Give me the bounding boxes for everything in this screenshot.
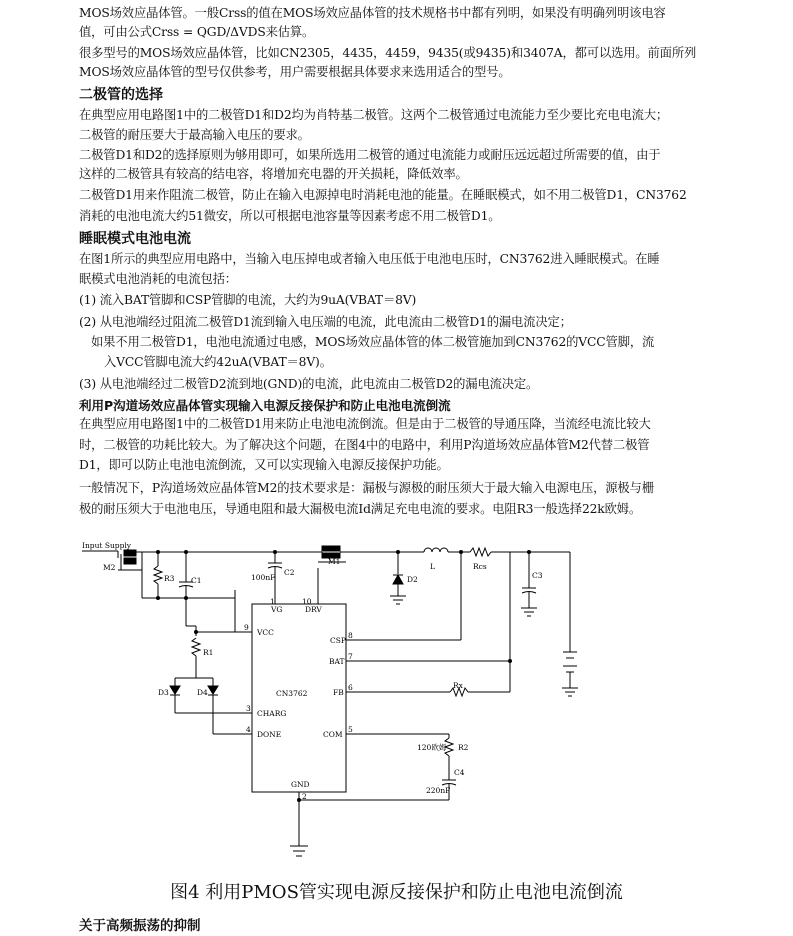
label-r2: R2 [458, 743, 469, 752]
pin-number: 7 [348, 652, 353, 661]
paragraph-line: 值，可由公式Crss = QGD/ΔVDS来估算。 [79, 25, 315, 39]
heading-pmos-protection: 利用P沟道场效应晶体管实现输入电源反接保护和防止电池电流倒流 [79, 398, 451, 413]
pin-label: VCC [257, 628, 274, 637]
label-rcs: Rcs [473, 562, 487, 571]
label-d2: D2 [407, 575, 418, 584]
pin-number: 9 [244, 623, 249, 632]
list-item: (1) 流入BAT管脚和CSP管脚的电流，大约为9uA(VBAT＝8V) [79, 293, 417, 307]
pin-number: 8 [348, 631, 353, 640]
list-item-continuation: 如果不用二极管D1，电池电流通过电感，MOS场效应晶体管的体二极管施加到CN3762的VCC管脚，流 [91, 335, 655, 349]
list-item-continuation: 入VCC管脚电流大约42uA(VBAT＝8V)。 [104, 355, 332, 369]
paragraph-line: 时，二极管的功耗比较大。为了解决这个问题，在图4中的电路中，利用P沟道场效应晶体管M2代替二极管 [79, 438, 650, 452]
label-chip: CN3762 [276, 689, 308, 698]
label-r3: R3 [164, 574, 175, 583]
pin-label: GND [291, 780, 310, 789]
paragraph-line: MOS场效应晶体管的型号仅供参考，用户需要根据具体要求来选用适合的型号。 [79, 65, 511, 79]
pin-label: FB [333, 688, 344, 697]
label-d3: D3 [158, 688, 169, 697]
heading-oscillation: 关于高频振荡的抑制 [79, 918, 201, 934]
figure-caption: 图4 利用PMOS管实现电源反接保护和防止电池电流倒流 [170, 882, 623, 903]
paragraph-line: 二极管的耐压要大于最高输入电压的要求。 [79, 128, 310, 142]
heading-diode-selection: 二极管的选择 [79, 87, 163, 103]
pin-number: 2 [302, 792, 307, 801]
pin-number: 4 [246, 725, 251, 734]
paragraph-line: 这样的二极管具有较高的结电容，将增加充电器的开关损耗，降低效率。 [79, 167, 468, 181]
label-r1: R1 [203, 648, 214, 657]
label-m1: M1 [328, 557, 341, 566]
label-c4: C4 [454, 768, 465, 777]
paragraph-line: 在典型应用电路图1中的二极管D1和D2均为肖特基二极管。这两个二极管通过电流能力至少要比充电电流大； [79, 108, 669, 122]
pin-number: 10 [302, 597, 312, 606]
label-c2-value: 100nF [251, 573, 276, 582]
pin-label: BAT [329, 657, 345, 666]
list-item: (2) 从电池端经过阻流二极管D1流到输入电压端的电流，此电流由二极管D1的漏电流决定； [79, 315, 572, 329]
label-d4: D4 [197, 688, 208, 697]
paragraph-line: 一般情况下，P沟道场效应晶体管M2的技术要求是：漏极与源极的耐压须大于最大输入电源电压，源极与栅 [79, 481, 654, 495]
pin-label: VG [271, 605, 283, 614]
paragraph-line: 极的耐压须大于电池电压，导通电阻和最大漏极电流Id满足充电电流的要求。电阻R3一般选择22k欧姆。 [79, 502, 642, 516]
label-c1: C1 [191, 576, 202, 585]
paragraph-line: D1，即可以防止电池电流倒流，又可以实现输入电源反接保护功能。 [79, 458, 449, 472]
list-item: (3) 从电池端经过二极管D2流到地(GND)的电流，此电流由二极管D2的漏电流决定。 [79, 377, 539, 391]
paragraph-line: 很多型号的MOS场效应晶体管，比如CN2305，4435，4459，9435(或9435)和3407A，都可以选用。前面所列 [79, 46, 697, 60]
label-c4-value: 220nF [426, 786, 451, 795]
pin-label: COM [323, 730, 343, 739]
pin-label: DRV [305, 605, 322, 614]
paragraph-line: 消耗的电池电流大约51微安，所以可根据电池容量等因素考虑不用二极管D1。 [79, 209, 501, 223]
paragraph-line: MOS场效应晶体管。一般Crss的值在MOS场效应晶体管的技术规格书中都有列明，如果没有明确列明该电容 [79, 6, 666, 20]
label-c3: C3 [532, 571, 543, 580]
label-input-supply: Input Supply [82, 541, 132, 550]
pin-number: 6 [348, 683, 353, 692]
label-r2-value: 120欧姆 [417, 743, 447, 752]
paragraph-line: 在典型应用电路图1中的二极管D1用来防止电池电流倒流。但是由于二极管的导通压降，当流经电流比较大 [79, 417, 651, 431]
pin-number: 5 [348, 725, 353, 734]
pin-number: 3 [246, 704, 251, 713]
label-inductor: L [430, 562, 435, 571]
label-m2: M2 [103, 563, 116, 572]
paragraph-line: 二极管D1用来作阻流二极管，防止在输入电源掉电时消耗电池的能量。在睡眠模式，如不用二极管D1，CN3762 [79, 188, 687, 202]
paragraph-line: 眠模式电池消耗的电流包括： [79, 272, 237, 286]
label-rx: Rx [453, 681, 463, 690]
pin-label: CSP [330, 636, 346, 645]
label-c2: C2 [284, 568, 295, 577]
circuit-schematic [0, 528, 793, 888]
pin-label: DONE [257, 730, 282, 739]
paragraph-line: 在图1所示的典型应用电路中，当输入电压掉电或者输入电压低于电池电压时，CN3762进入睡眠模式。在睡 [79, 252, 660, 266]
pin-label: CHARG [257, 709, 287, 718]
heading-sleep-mode: 睡眠模式电池电流 [79, 231, 191, 247]
paragraph-line: 二极管D1和D2的选择原则为够用即可，如果所选用二极管的通过电流能力或耐压远远超过所需要的值，由于 [79, 148, 661, 162]
pin-number: 1 [270, 597, 275, 606]
